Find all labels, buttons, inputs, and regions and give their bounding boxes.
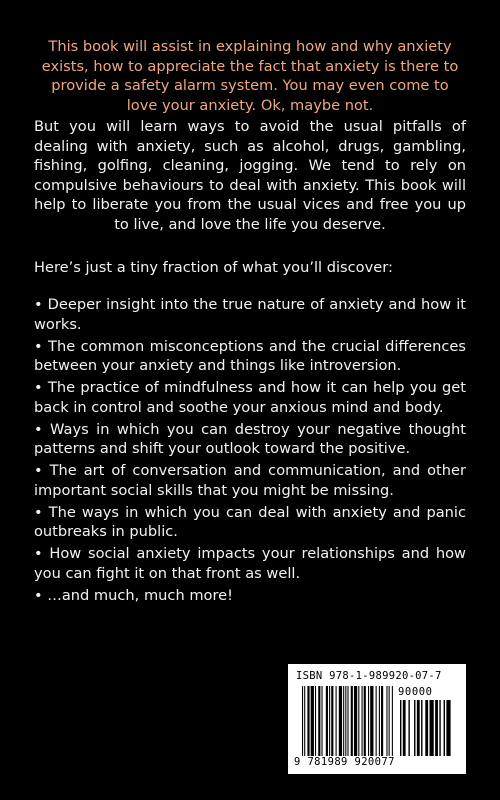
ean-barcode-bars [302, 686, 394, 756]
intro-paragraph: This book will assist in explaining how and why anxiety exists, how to appreciate the fact that anxiety is there to provide a safety alarm system. You may even come to love your anxiety. Ok, maybe not. [41, 38, 459, 114]
bullet-item: • The common misconceptions and the crucial differences between your anxiety and things like introversion. [34, 337, 466, 375]
bullet-item: • The practice of mindfulness and how it can help you get back in control and soothe your anxious mind and body. [34, 379, 466, 416]
addon-barcode-bars [400, 700, 452, 756]
bullet-lead-line: Here’s just a tiny fraction of what you’ll discover: [34, 259, 393, 276]
isbn-barcode [288, 664, 466, 774]
bullet-item: • How social anxiety impacts your relationships and how you can fight it on that front as well. [34, 545, 466, 583]
price-addon-number: 90000 [398, 686, 433, 698]
bullet-item: • Ways in which you can destroy your negative thought patterns and shift your outlook toward the positive. [34, 420, 466, 458]
bullet-item: • …and much, much more! [34, 587, 233, 605]
bullet-item: • The ways in which you can deal with anxiety and panic outbreaks in public. [34, 503, 466, 541]
isbn-number: ISBN 978-1-989920-07-7 [296, 670, 442, 682]
bullet-item: • Deeper insight into the true nature of anxiety and how it works. [34, 296, 466, 333]
body-paragraph: But you will learn ways to avoid the usual pitfalls of dealing with anxiety, such as alcohol, drugs, gambling, fishing, golfing, cleaning, jogging. We tend to rely on compulsive behaviours to deal with anxiety. This book will help to liberate you from the usual vices and free you up to live, and love the life you deserve. [34, 118, 466, 233]
bullet-item: • The art of conversation and communication, and other important social skills that you might be missing. [34, 462, 466, 499]
ean-digits: 9 781989 920077 [294, 756, 395, 768]
bullet-list [34, 295, 466, 608]
